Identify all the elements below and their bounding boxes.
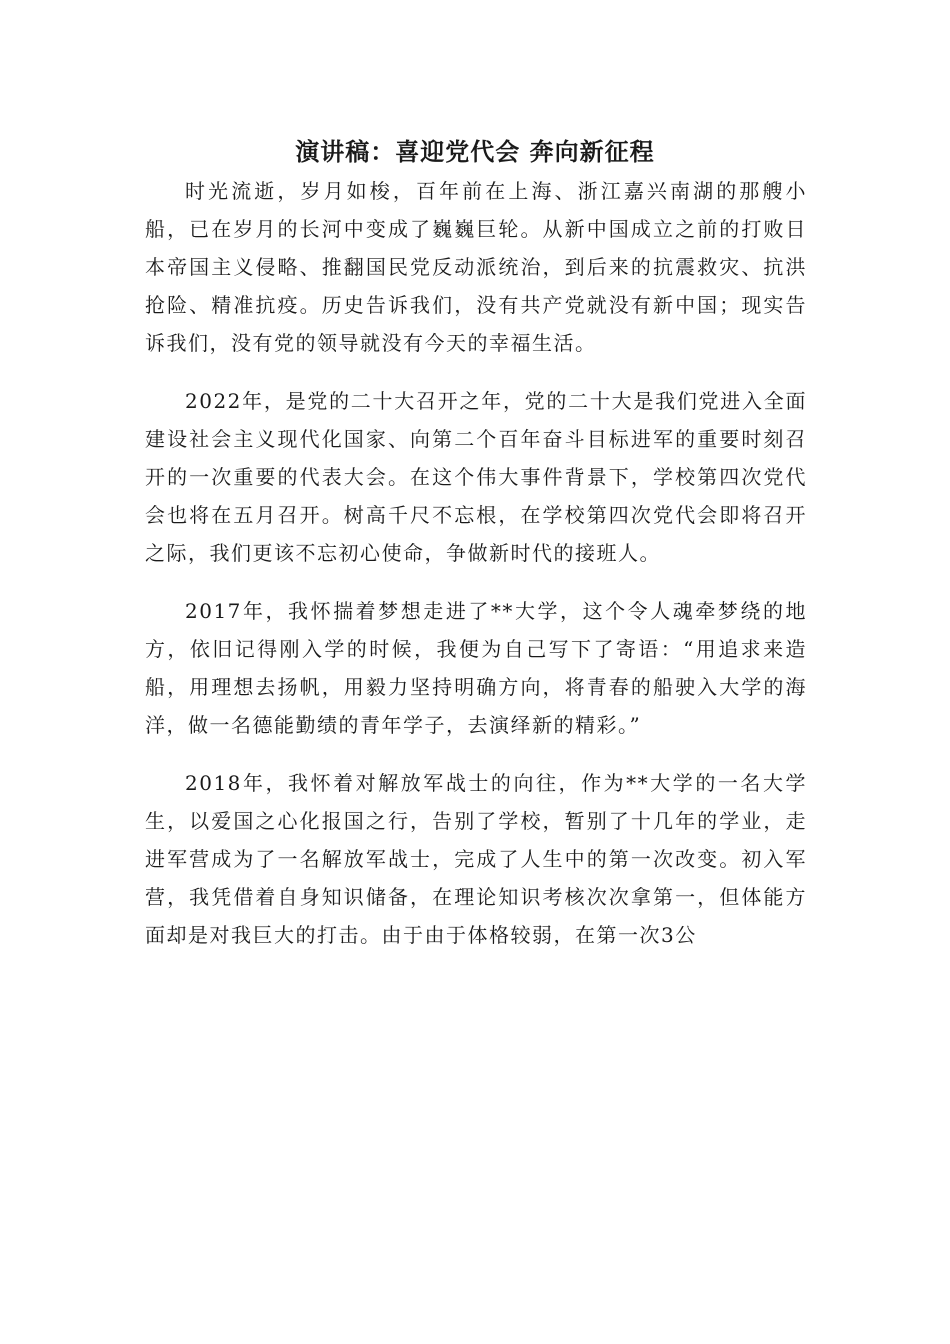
document-body [145, 172, 807, 974]
paragraph-1: 时光流逝，岁月如梭，百年前在上海、浙江嘉兴南湖的那艘小船，已在岁月的长河中变成了巍巍巨轮。从新中国成立之前的打败日本帝国主义侵略、推翻国民党反动派统治，到后来的抗震救灾、抗洪抢险、精准抗疫。历史告诉我们，没有共产党就没有新中国；现实告诉我们，没有党的领导就没有今天的幸福生活。 [145, 179, 807, 355]
paragraph-4: 2018年，我怀着对解放军战士的向往，作为**大学的一名大学生，以爱国之心化报国之行，告别了学校，暂别了十几年的学业，走进军营成为了一名解放军战士，完成了人生中的第一次改变。初入军营，我凭借着自身知识储备，在理论知识考核次次拿第一，但体能方面却是对我巨大的打击。由于由于体格较弱，在第一次3公 [145, 771, 807, 947]
document-title: 演讲稿：喜迎党代会 奔向新征程 [295, 137, 655, 166]
paragraph-2: 2022年，是党的二十大召开之年，党的二十大是我们党进入全面建设社会主义现代化国家、向第二个百年奋斗目标进军的重要时刻召开的一次重要的代表大会。在这个伟大事件背景下，学校第四次党代会也将在五月召开。树高千尺不忘根，在学校第四次党代会即将召开之际，我们更该不忘初心使命，争做新时代的接班人。 [145, 389, 807, 565]
paragraph-3: 2017年，我怀揣着梦想走进了**大学，这个令人魂牵梦绕的地方，依旧记得刚入学的时候，我便为自己写下了寄语：“用追求来造船，用理想去扬帆，用毅力坚持明确方向，将青春的船驶入大学的海洋，做一名德能勤绩的青年学子，去演绎新的精彩。” [145, 599, 807, 737]
